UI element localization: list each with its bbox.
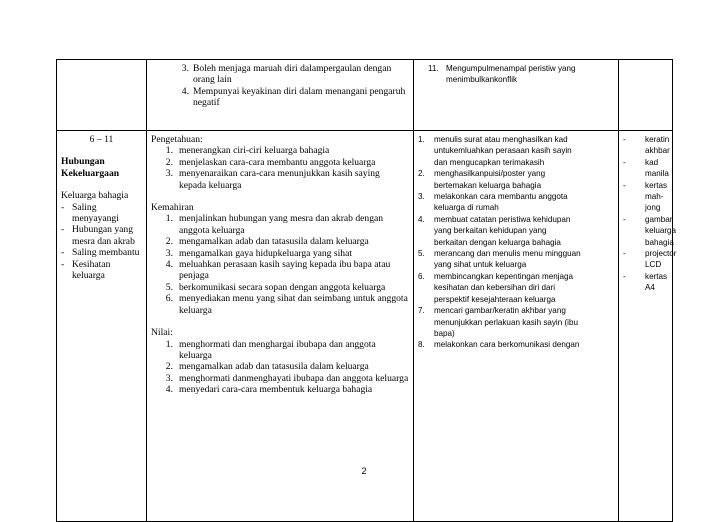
activities-cell <box>414 131 619 522</box>
list-item: 5. merancang dan menulis menu mingguan yang sihat untuk keluarga <box>418 249 581 270</box>
list-item: 2. menjelaskan cara-cara membantu anggota keluarga <box>165 156 376 168</box>
section-heading: Pengetahuan: <box>151 134 203 145</box>
list-item: - Hubungan yang mesra dan akrab <box>61 224 135 247</box>
list-item: 3. melakonkan cara membantu anggota keluarga di rumah <box>418 192 568 213</box>
list-item: 4. menyedari cara-cara membentuk keluarga bahagia <box>165 384 373 396</box>
list-item: 4. Mempunyai keyakinan diri dalam menangani pengaruh negatif <box>181 85 406 109</box>
materials-cell <box>619 60 673 131</box>
list-item: - Saling menyayangi <box>61 201 119 225</box>
lesson-plan-table <box>56 59 677 522</box>
table-row <box>57 60 673 131</box>
week-range: 6 – 11 <box>89 134 114 145</box>
list-item: 2. mengamalkan adab dan tatasusila dalam keluarga <box>165 361 369 373</box>
list-item: - kertas A4 <box>623 271 668 293</box>
list-item: 3. mengamalkan gaya hidupkeluarga yang sihat <box>165 247 352 259</box>
subtopic-title: Keluarga bahagia <box>61 190 129 202</box>
section-heading: Kemahiran <box>151 202 194 214</box>
learning-outcomes-cell <box>147 60 414 131</box>
list-item: - kad manila <box>623 157 669 179</box>
activities-cell <box>414 60 619 131</box>
list-item: 3. menghormati danmenghayati ibubapa dan anggota keluarga <box>165 372 409 384</box>
list-item: 3. menyenaraikan cara-cara menunjukkan kasih saying kepada keluarga <box>165 168 380 191</box>
list-item: 1. menghormati dan menghargai ibubapa dan anggota keluarga <box>165 338 376 361</box>
list-item: 8. melakonkan cara berkomunikasi dengan <box>418 340 580 350</box>
list-item: 7. mencari gambar/keratin akhbar yang menunjukkan perlakuan kasih sayin (ibu bapa) <box>418 306 578 338</box>
list-item: 11. Mengumpulmenampal peristiw yang menimbulkankonflik <box>428 64 576 85</box>
list-item: - kertas mah-jong <box>623 180 668 213</box>
list-item: 1. menjalinkan hubungan yang mesra dan akrab dengan anggota keluarga <box>165 213 384 236</box>
list-item: 1. menulis surat atau menghasilkan kad untukemluahkan perasaan kasih sayin dan mengucapkan terimakasih <box>418 135 572 167</box>
list-item: 6. menyediakan menu yang sihat dan seimbang untuk anggota keluarga <box>165 293 408 316</box>
list-item: - Saling membantu <box>61 247 140 259</box>
list-item: 2. menghasilkanpuisi/poster yang bertemakan keluarga bahagia <box>418 169 546 190</box>
theme-title: Hubungan Kekeluargaan <box>61 156 120 179</box>
list-item: - projector LCD <box>623 249 677 270</box>
week-cell <box>57 60 147 131</box>
learning-outcomes-cell <box>147 131 414 522</box>
section-heading: Nilai: <box>151 327 173 339</box>
list-item: 1. menerangkan ciri-ciri keluarga bahagia <box>165 145 330 157</box>
week-cell <box>57 131 147 522</box>
list-item: 3. Boleh menjaga maruah diri dalampergaulan dengan orang lain <box>181 63 392 86</box>
materials-cell <box>619 131 677 522</box>
list-item: 5. berkomunikasi secara sopan dengan anggota keluarga <box>165 281 386 293</box>
page-number: 2 <box>361 466 367 476</box>
list-item: 2. mengamalkan adab dan tatasusila dalam keluarga <box>165 236 369 248</box>
table-row <box>57 131 673 522</box>
list-item: - Kesihatan keluarga <box>61 258 111 282</box>
list-item: - gambar keluarga bahagia <box>623 214 677 247</box>
list-item: 4. meluahkan perasaan kasih saying kepada ibu bapa atau penjaga <box>165 259 391 282</box>
list-item: - keratin akhbar <box>623 135 670 156</box>
list-item: 6. membincangkan kepentingan menjaga kesihatan dan kebersihan diri dari perspektif kesejahteraan keluarga <box>418 271 574 304</box>
list-item: 4. membuat catatan peristiwa kehidupan yang berkaitan kehidupan yang berkaitan dengan keluarga bahagia <box>418 214 571 247</box>
